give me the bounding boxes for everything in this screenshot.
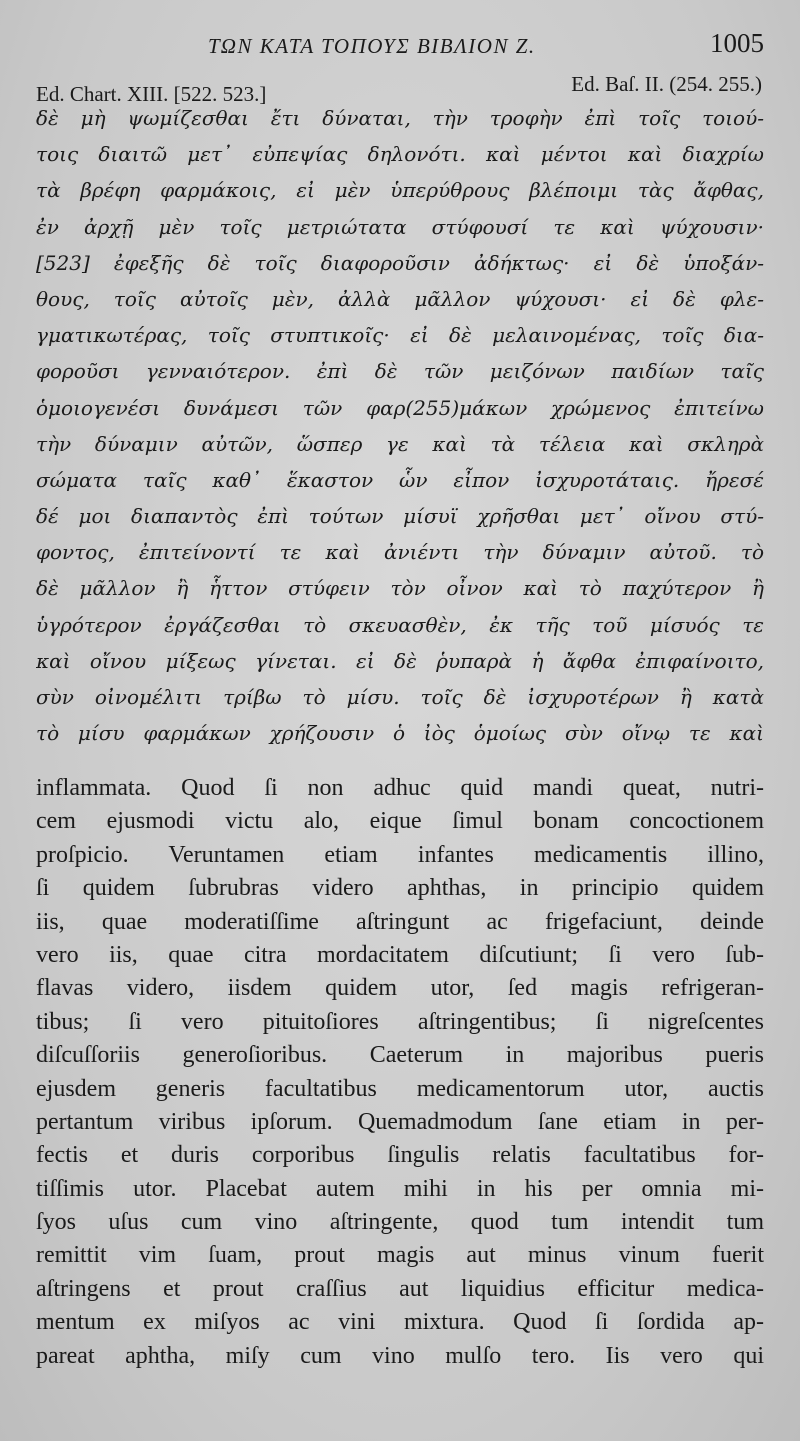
greek-line: τοις διαιτῶ μετ᾽ εὐπεψίας δηλονότι. καὶ μέντοι καὶ διαχρίω — [36, 142, 764, 167]
latin-line: pertantum viribus ipſorum. Quemadmodum ſane etiam in per- — [36, 1108, 764, 1135]
greek-line: θους, τοῖς αὐτοῖς μὲν, ἀλλὰ μᾶλλον ψύχουσι· εἰ δὲ φλε- — [36, 286, 764, 311]
latin-line: pareat aphtha, miſy cum vino mulſo tero. Iis vero qui — [36, 1342, 764, 1369]
greek-line: καὶ οἴνου μίξεως γίνεται. εἰ δὲ ῥυπαρὰ ἡ ἄφθα ἐπιφαίνοιτο, — [36, 648, 764, 673]
latin-line: fectis et duris corporibus ſingulis relatis facultatibus for- — [36, 1142, 764, 1169]
greek-line: ὑγρότερον ἐργάζεσθαι τὸ σκευασθὲν, ἐκ τῆς τοῦ μίσυός τε — [36, 612, 764, 637]
latin-line: inflammata. Quod ſi non adhuc quid mandi queat, nutri- — [36, 775, 764, 801]
greek-line: [523] ἐφεξῆς δὲ τοῖς διαφοροῦσιν ἀδήκτως· εἰ δὲ ὑποξάν- — [36, 250, 764, 275]
greek-line: σὺν οἰνομέλιτι τρίβω τὸ μίσυ. τοῖς δὲ ἰσχυροτέρων ἢ κατὰ — [36, 685, 764, 709]
greek-line: δέ μοι διαπαντὸς ἐπὶ τούτων μίσυϊ χρῆσθαι μετ᾽ οἴνου στύ- — [36, 504, 764, 529]
latin-line: tiſſimis utor. Placebat autem mihi in his per omnia mi- — [36, 1175, 764, 1202]
edition-basel-reference: Ed. Baſ. II. (254. 255.) — [571, 72, 762, 96]
greek-line: τὴν δύναμιν αὐτῶν, ὥσπερ γε καὶ τὰ τέλεια καὶ σκληρὰ — [36, 431, 764, 456]
latin-line: diſcuſſoriis generoſioribus. Caeterum in majoribus pueris — [36, 1042, 764, 1069]
greek-line: δὲ μᾶλλον ἢ ἧττον στύφειν τὸν οἶνον καὶ τὸ παχύτερον ἢ — [36, 576, 764, 601]
running-title: ΤΩΝ ΚΑΤΑ ΤΟΠΟΥΣ ΒΙΒΛΙΟΝ Ζ. — [208, 34, 536, 58]
greek-line: ἐν ἀρχῇ μὲν τοῖς μετριώτατα στύφουσί τε καὶ ψύχουσιν· — [36, 214, 764, 239]
latin-line: ſi quidem ſubrubras videro aphthas, in principio quidem — [36, 875, 764, 902]
latin-text-block — [36, 772, 764, 1373]
latin-line: proſpicio. Veruntamen etiam infantes medicamentis illino, — [36, 841, 764, 868]
latin-line: tibus; ſi vero pituitoſiores aſtringentibus; ſi nigreſcentes — [36, 1008, 764, 1035]
page-number: 1005 — [710, 28, 764, 58]
greek-line: γματικωτέρας, τοῖς στυπτικοῖς· εἰ δὲ μελαινομένας, τοῖς δια- — [36, 323, 764, 348]
latin-line: remittit vim ſuam, prout magis aut minus vinum fuerit — [36, 1242, 764, 1269]
greek-line: τὰ βρέφη φαρμάκοις, εἰ μὲν ὑπερύθρους βλέποιμι τὰς ἄφθας, — [36, 178, 764, 203]
greek-line: φοντος, ἐπιτείνοντί τε καὶ ἀνιέντι τὴν δύναμιν αὐτοῦ. τὸ — [36, 540, 764, 565]
latin-line: iis, quae moderatiſſime aſtringunt ac frigefaciunt, deinde — [36, 908, 764, 935]
greek-text-block — [36, 100, 764, 751]
latin-line: ejusdem generis facultatibus medicamentorum utor, auctis — [36, 1075, 764, 1102]
edition-references — [36, 72, 762, 106]
greek-line: ὁμοιογενέσι δυνάμεσι τῶν φαρ(255)μάκων χρώμενος ἐπιτείνω — [36, 395, 764, 420]
greek-line: φοροῦσι γενναιότερον. ἐπὶ δὲ τῶν μειζόνων παιδίων ταῖς — [36, 359, 764, 384]
edition-chart-reference: Ed. Chart. XIII. [522. 523.] — [36, 82, 267, 106]
latin-line: flavas videro, iisdem quidem utor, ſed magis refrigeran- — [36, 975, 764, 1002]
latin-line: mentum ex miſyos ac vini mixtura. Quod ſi ſordida ap- — [36, 1309, 764, 1336]
latin-line: aſtringens et prout craſſius aut liquidius efficitur medica- — [36, 1275, 764, 1302]
latin-line: cem ejusmodi victu alo, eique ſimul bonam concoctionem — [36, 808, 764, 835]
greek-line: δὲ μὴ ψωμίζεσθαι ἔτι δύναται, τὴν τροφὴν ἐπὶ τοῖς τοιού- — [36, 106, 764, 130]
running-head — [30, 28, 764, 62]
greek-line: τὸ μίσυ φαρμάκων χρήζουσιν ὁ ἰὸς ὁμοίως σὺν οἴνῳ τε καὶ — [36, 721, 764, 746]
greek-line: σώματα ταῖς καθ᾽ ἕκαστον ὧν εἶπον ἰσχυροτάταις. ἤρεσέ — [36, 467, 764, 492]
latin-line: vero iis, quae citra mordacitatem diſcutiunt; ſi vero ſub- — [36, 941, 764, 968]
latin-line: ſyos uſus cum vino aſtringente, quod tum intendit tum — [36, 1209, 764, 1236]
